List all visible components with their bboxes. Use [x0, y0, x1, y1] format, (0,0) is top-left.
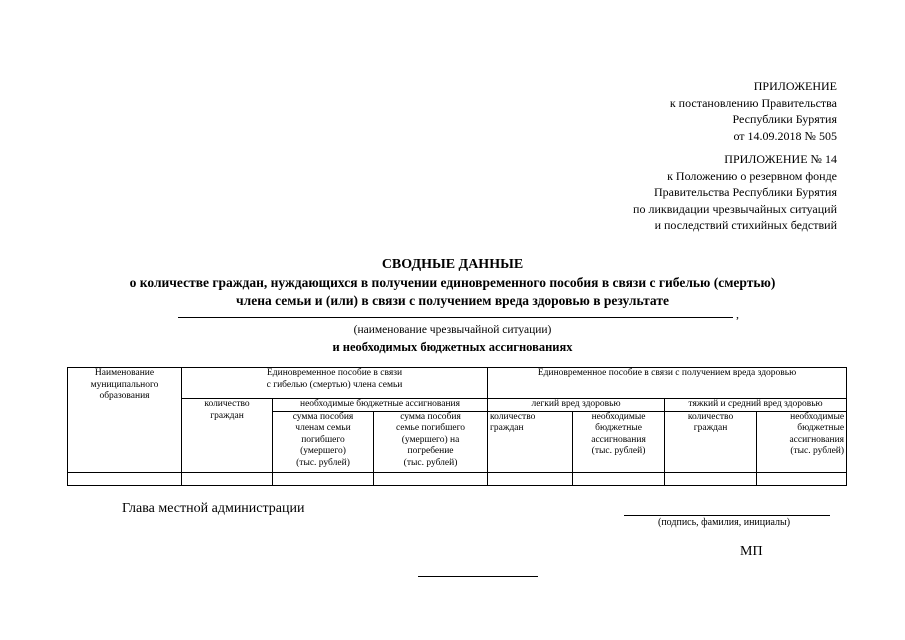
- appendix-line: ПРИЛОЖЕНИЕ № 14: [724, 152, 837, 166]
- signature-line: [624, 515, 830, 516]
- header-count-light: количество граждан: [488, 411, 573, 472]
- budget-heading: и необходимых бюджетных ассигнованиях: [332, 340, 573, 354]
- appendix-line: Республики Бурятия: [732, 112, 837, 126]
- appendix-line: по ликвидации чрезвычайных ситуаций: [633, 201, 837, 216]
- situation-blank-line: [178, 317, 733, 318]
- document-title: СВОДНЫЕ ДАННЫЕ: [381, 257, 524, 272]
- appendix-header-regulation: [633, 151, 837, 234]
- header-budget-severe: необходимые бюджетные ассигнования (тыс. рублей): [757, 411, 847, 472]
- appendix-line: Правительства Республики Бурятия: [653, 185, 837, 199]
- header-severe-harm: тяжкий и средний вред здоровью: [665, 399, 847, 412]
- subtitle-line: о количестве граждан, нуждающихся в получении единовременного пособия в связи с гибелью (смертью): [129, 275, 776, 290]
- summary-table: [67, 367, 847, 486]
- document-subtitle: [0, 274, 905, 310]
- head-of-administration-label: Глава местной администрации: [122, 501, 305, 516]
- appendix-line: к Положению о резервном фонде: [667, 168, 837, 183]
- header-budget-needed: необходимые бюджетные ассигнования: [273, 399, 488, 412]
- table-header-row: [68, 399, 847, 412]
- table-cell[interactable]: [488, 472, 573, 485]
- table-cell[interactable]: [374, 472, 488, 485]
- table-cell[interactable]: [757, 472, 847, 485]
- appendix-header-resolution: [670, 78, 837, 144]
- table-cell[interactable]: [182, 472, 273, 485]
- situation-caption: (наименование чрезвычайной ситуации): [353, 324, 552, 336]
- header-municipality: Наименование муниципального образования: [68, 368, 182, 473]
- table-cell[interactable]: [273, 472, 374, 485]
- table-cell[interactable]: [68, 472, 182, 485]
- table-cell[interactable]: [573, 472, 665, 485]
- appendix-line: к постановлению Правительства: [669, 95, 837, 110]
- appendix-line: и последствий стихийных бедствий: [654, 218, 837, 232]
- table-header-row: [68, 368, 847, 399]
- header-count-death: количество граждан: [182, 399, 273, 473]
- appendix-line: ПРИЛОЖЕНИЕ: [753, 79, 837, 93]
- table-row: [68, 472, 847, 485]
- header-harm-benefit: Единовременное пособие в связи с получением вреда здоровью: [488, 368, 847, 399]
- subtitle-line: члена семьи и (или) в связи с получением вреда здоровью в результате: [236, 293, 669, 308]
- table-cell[interactable]: [665, 472, 757, 485]
- header-count-severe: количество граждан: [665, 411, 757, 472]
- date-blank-line: [418, 576, 538, 577]
- header-sum-funeral: сумма пособия семье погибшего (умершего) на погребение (тыс. рублей): [374, 411, 488, 472]
- signature-caption: (подпись, фамилия, инициалы): [658, 517, 791, 528]
- appendix-line: от 14.09.2018 № 505: [733, 128, 837, 143]
- header-budget-light: необходимые бюджетные ассигнования (тыс. рублей): [573, 411, 665, 472]
- seal-placeholder: МП: [740, 544, 763, 559]
- header-death-benefit: Единовременное пособие в связи с гибелью (смертью) члена семьи: [182, 368, 488, 399]
- blank-comma: ,: [736, 307, 739, 321]
- header-light-harm: легкий вред здоровью: [488, 399, 665, 412]
- header-sum-family: сумма пособия членам семьи погибшего (умершего) (тыс. рублей): [273, 411, 374, 472]
